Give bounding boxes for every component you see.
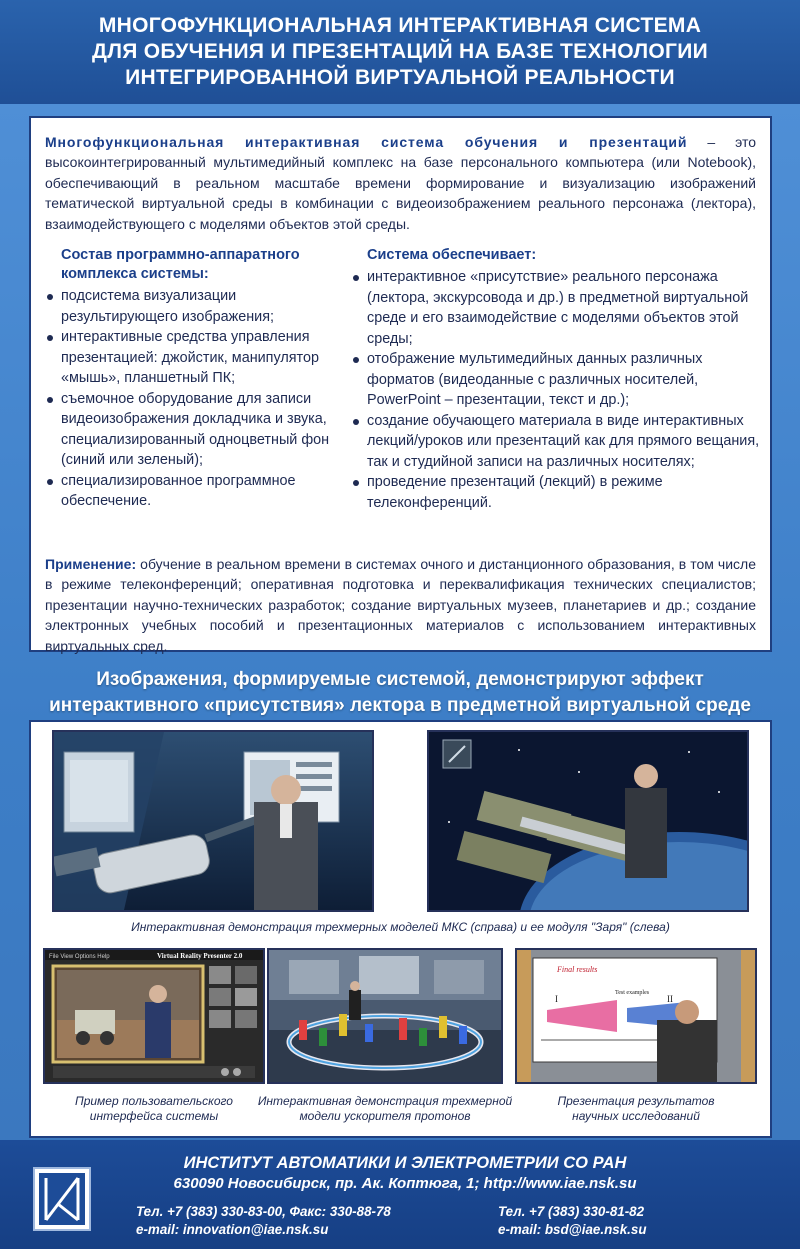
info-panel [29,116,772,652]
list-item: интерактивное «присутствие» реального персонажа (лектора, экскурсовода и др.) в предметной виртуальной среде и его взаимодействие с моделями объектов этой среды; [351,267,765,349]
phone-right: Тел. +7 (383) 330-81-82 [498,1204,645,1219]
caption-ui-example [43,1094,265,1124]
slide-test-examples: Test examples [615,990,650,996]
phone-fax-left: Тел. +7 (383) 330-83-00, Факс: 330-88-78 [136,1204,391,1219]
intro-text: – это высокоинтегрированный мультимедийный комплекс на базе персонального компьютера (или Notebook), обеспечивающий в реальном масштабе времени формирование и визуализацию изображений тематической виртуальной среды в комбинации с видеоизображением реального персонажа (лектора), взаимодействующего с моделями объектов этой среды. [45,134,756,232]
gallery-title-line-2: интерактивного «присутствия» лектора в предметной виртуальной среде [49,695,751,716]
list-item: интерактивные средства управления презентацией: джойстик, манипулятор «мышь», планшетный ПК; [45,327,345,389]
zarya-module-illustration [54,732,372,910]
caption-iss: Интерактивная демонстрация трехмерных моделей МКС (справа) и ее модуля "Заря" (слева) [131,920,670,934]
institute-logo-icon [32,1166,92,1232]
provides-list [351,267,765,513]
caption-ui-line-1: Пример пользовательского [75,1094,233,1108]
caption-ui-line-2: интерфейса системы [89,1109,219,1123]
photo-ui-example [43,948,265,1084]
photo-accelerator [267,948,503,1084]
ui-example-illustration [45,950,263,1082]
composition-title-line-1: Состав программно-аппаратного [61,247,300,264]
list-item: отображение мультимедийных данных различных форматов (видеоданные с различных носителей, PowerPoint – презентации, текст и др.); [351,349,765,411]
gallery-title-line-1: Изображения, формируемые системой, демонстрируют эффект [96,669,704,690]
research-illustration [517,950,755,1082]
photo-zarya-module [52,730,374,912]
institute-logo [32,1166,92,1232]
caption-accel-line-2: модели ускорителя протонов [299,1109,471,1123]
poster-header [0,0,800,104]
application-label: Применение: [45,556,137,573]
application-text: обучение в реальном времени в системах очного и дистанционного образования, в том числе в режиме телеконференций; оперативная подготовка и переквалификация технических специалистов; презентации научно-технических разработок; создание виртуальных музеев, планетариев и др.; создание электронных учебных пособий и презентационных материалов с использованием интерактивных виртуальных сред. [45,556,756,654]
provides-title: Система обеспечивает: [367,247,537,264]
gallery-panel [29,720,772,1138]
list-item: подсистема визуализации результирующего изображения; [45,286,345,327]
list-item: создание обучающего материала в виде интерактивных лекций/уроков или презентаций как для прямого вещания, так и студийной записи на различных носителях; [351,411,765,473]
poster-footer [0,1140,800,1249]
list-item: специализированное программное обеспечение. [45,471,345,512]
intro-lead: Многофункциональная интерактивная система обучения и презентаций [45,134,688,150]
slide-label-2: II [667,994,673,1004]
caption-research-line-1: Презентация результатов [557,1094,715,1108]
composition-title-line-2: комплекса системы: [61,266,209,283]
composition-column [45,246,345,512]
screen-title: Virtual Reality Presenter 2.0 [157,952,243,960]
slide-label-1: I [555,994,558,1004]
institute-name: ИНСТИТУТ АВТОМАТИКИ И ЭЛЕКТРОМЕТРИИ СО РАН [183,1154,627,1172]
email-right[interactable]: e-mail: bsd@iae.nsk.su [498,1222,647,1237]
header-title-line-3: ИНТЕГРИРОВАННОЙ ВИРТУАЛЬНОЙ РЕАЛЬНОСТИ [125,66,675,89]
slide-heading: Final results [557,965,598,974]
institute-address[interactable]: 630090 Новосибирск, пр. Ак. Коптюга, 1; http://www.iae.nsk.su [173,1175,637,1192]
application-paragraph [45,554,756,656]
photo-research [515,948,757,1084]
header-title-line-2: ДЛЯ ОБУЧЕНИЯ И ПРЕЗЕНТАЦИЙ НА БАЗЕ ТЕХНОЛОГИИ [91,40,709,63]
caption-research-line-2: научных исследований [572,1109,700,1123]
photo-iss-model [427,730,749,912]
caption-research [515,1094,757,1124]
email-left[interactable]: e-mail: innovation@iae.nsk.su [136,1222,329,1237]
intro-paragraph [45,132,756,234]
feature-columns [45,246,760,546]
caption-accelerator [255,1094,515,1124]
provides-column [351,246,765,513]
header-title-line-1: МНОГОФУНКЦИОНАЛЬНАЯ ИНТЕРАКТИВНАЯ СИСТЕМА [98,14,702,37]
caption-accel-line-1: Интерактивная демонстрация трехмерной [257,1094,513,1108]
screen-menu: File View Options Help [49,954,110,960]
composition-list [45,286,345,512]
gallery-title [0,667,800,719]
list-item: проведение презентаций (лекций) в режиме телеконференций. [351,472,765,513]
composition-title [45,246,345,284]
list-item: съемочное оборудование для записи видеоизображения докладчика и звука, специализированный одноцветный фон (синий или зеленый); [45,389,345,471]
iss-model-illustration [429,732,747,910]
accelerator-illustration [269,950,501,1082]
